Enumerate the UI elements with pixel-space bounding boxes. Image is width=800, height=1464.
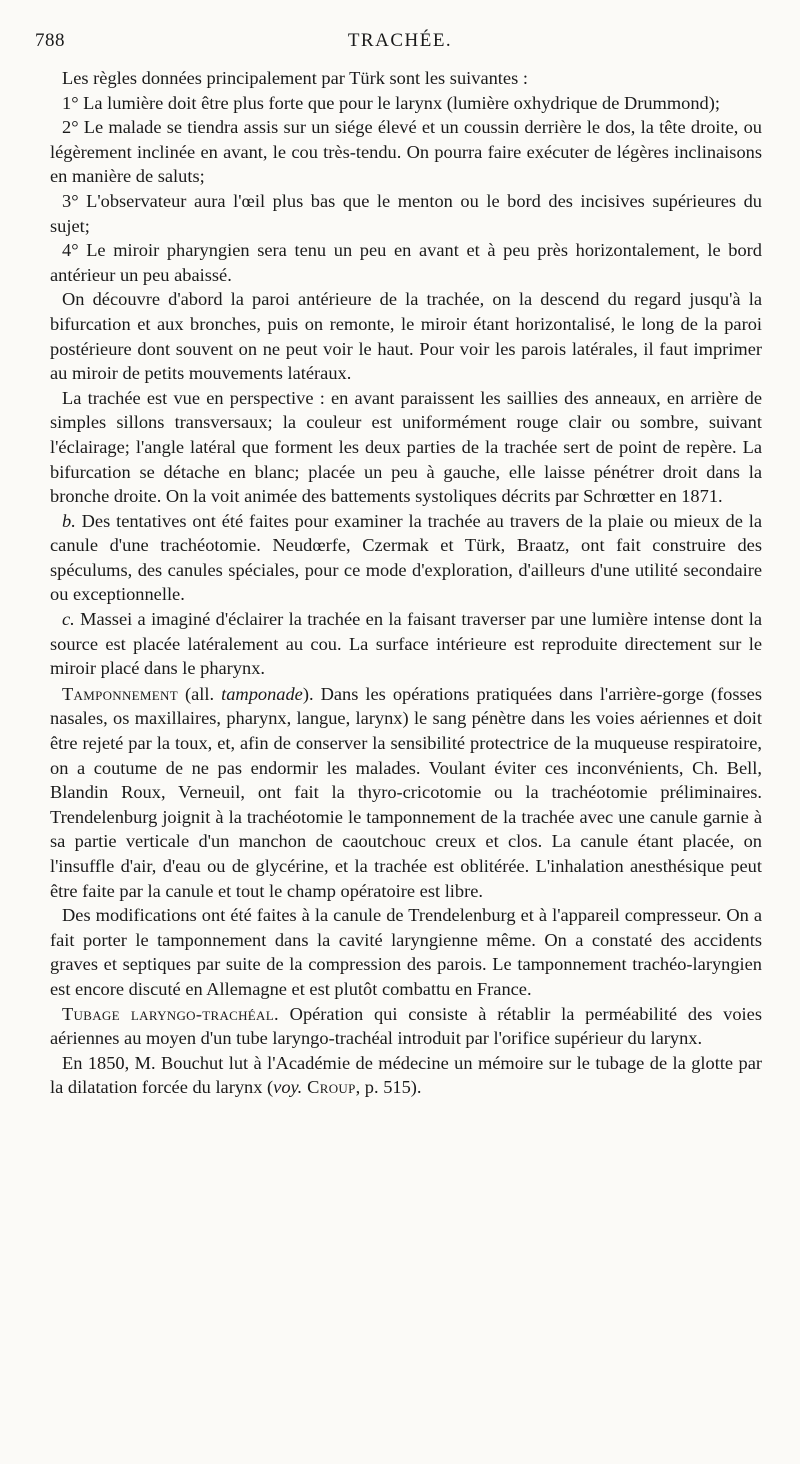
item-letter-b: b.: [62, 510, 76, 531]
paragraph-procedure: [50, 287, 762, 385]
paragraph-text: , p. 515).: [355, 1077, 422, 1098]
paragraph-text: 4° Le miroir pharyngien sera tenu un peu en avant et à peu près horizontalement, le bord antérieur un peu abaissé.: [50, 240, 762, 285]
paragraph-text: En 1850, M. Bouchut lut à l'Académie de médecine un mémoire sur le tubage de la glotte par la dilatation forcée du larynx (: [50, 1052, 762, 1098]
paragraph-modifications: [50, 903, 762, 1001]
german-term: tamponade: [221, 683, 303, 704]
cross-ref-croup: Croup: [302, 1077, 356, 1098]
paragraph-c: [50, 607, 762, 681]
paragraph-text: Les règles données principalement par Türk sont les suivantes :: [62, 68, 528, 88]
paragraph-text: On découvre d'abord la paroi antérieure de la trachée, on la descend du regard jusqu'à la bifurcation et aux bronches, puis on remonte, le miroir étant horizontalisé, le long de la paroi postérieure dont souvent on ne peut voir le haut. Pour voir les parois latérales, il faut imprimer au miroir de petits mouvements latéraux.: [50, 289, 762, 384]
paragraph-text: Des tentatives ont été faites pour examiner la trachée au travers de la plaie ou mieux de la canule d'une trachéotomie. Neudœrfe, Czermak et Türk, Braatz, ont fait construire des spéculums, des canules spéciales, pour ce mode d'exploration, d'ailleurs d'une utilité secondaire ou exceptionnelle.: [50, 510, 762, 605]
paragraph-tamponnement: [50, 682, 762, 903]
paragraph-text: 1° La lumière doit être plus forte que pour le larynx (lumière oxhydrique de Drummond);: [62, 92, 720, 113]
page-header: [35, 30, 765, 60]
paragraph-bouchut: [50, 1051, 762, 1100]
paragraph-b: [50, 509, 762, 607]
cross-ref-voy: voy.: [273, 1077, 303, 1098]
paragraph-text: La trachée est vue en perspective : en avant paraissent les saillies des anneaux, en arrière de simples sillons transversaux; la couleur est uniformément rouge clair ou sombre, suivant l'éclairage; l'angle latéral que forment les deux parties de la trachée sert de point de repère. La bifurcation se détache en blanc; placée un peu à gauche, elle laisse pénétrer droit dans la bronche droite. On la voit animée des battements systoliques décrits par Schrœtter en 1871.: [50, 387, 762, 507]
paragraph-intro: [50, 66, 762, 91]
paragraph-rule-3: [50, 189, 762, 238]
scan-footer-marks: [55, 1424, 740, 1432]
paragraph-text: Opération qui consiste à rétablir la perméabilité des voies aériennes au moyen d'un tube laryngo-trachéal introduit par l'orifice supérieur du larynx.: [50, 1003, 762, 1049]
paragraph-tubage: [50, 1002, 762, 1051]
paragraph-text: 2° Le malade se tiendra assis sur un siége élevé et un coussin derrière le dos, la tête droite, ou légèrement inclinée en avant, le cou très-tendu. On pourra faire exécuter de légères inclinaisons en manière de saluts;: [50, 117, 762, 187]
section-heading-tubage: Tubage laryngo-trachéal.: [62, 1003, 279, 1024]
paragraph-text: ). Dans les opérations pratiquées dans l'arrière-gorge (fosses nasales, os maxillaires, pharynx, langue, larynx) le sang pénètre dans les voies aériennes et doit être rejeté par la toux, et, afin de conserver la sensibilité protectrice de la muqueuse respiratoire, on a coutume de ne pas endormir les malades. Voulant éviter ces inconvénients, Ch. Bell, Blandin Roux, Verneuil, ont fait la thyro-cricotomie ou la trachéotomie préliminaires. Trendelenburg joignit à la trachéotomie le tamponnement de la trachée avec une canule garnie à sa partie verticale d'un manchon de caoutchouc creux et clos. La canule étant placée, on l'insuffle d'air, d'eau ou de glycérine, et la trachée est oblitérée. L'inhalation anesthésique peut être faite par la canule et tout le champ opératoire est libre.: [50, 683, 762, 901]
paragraph-rule-1: [50, 91, 762, 116]
item-letter-c: c.: [62, 609, 75, 630]
paragraph-text: (all.: [177, 683, 222, 704]
paragraph-rule-4: [50, 238, 762, 287]
paragraph-perspective: [50, 386, 762, 509]
paragraph-text: Massei a imaginé d'éclairer la trachée en la faisant traverser par une lumière intense dont la source est placée latéralement au cou. La surface intérieure est reproduite directement sur le miroir placé dans le pharynx.: [50, 609, 762, 679]
section-heading-tamponnement: Tamponnement: [62, 683, 178, 704]
body-text: [50, 66, 762, 1100]
running-title: TRACHÉE.: [347, 30, 453, 51]
paragraph-text: 3° L'observateur aura l'œil plus bas que le menton ou le bord des incisives supérieures du sujet;: [50, 190, 762, 236]
page-number: 788: [35, 30, 65, 51]
paragraph-rule-2: [50, 115, 762, 189]
paragraph-text: Des modifications ont été faites à la canule de Trendelenburg et à l'appareil compresseur. On a fait porter le tamponnement dans la cavité laryngienne même. On a constaté des accidents graves et septiques par suite de la compression des parois. Le tamponnement trachéo-laryngien est encore discuté en Allemagne et est plutôt combattu en France.: [50, 905, 762, 999]
